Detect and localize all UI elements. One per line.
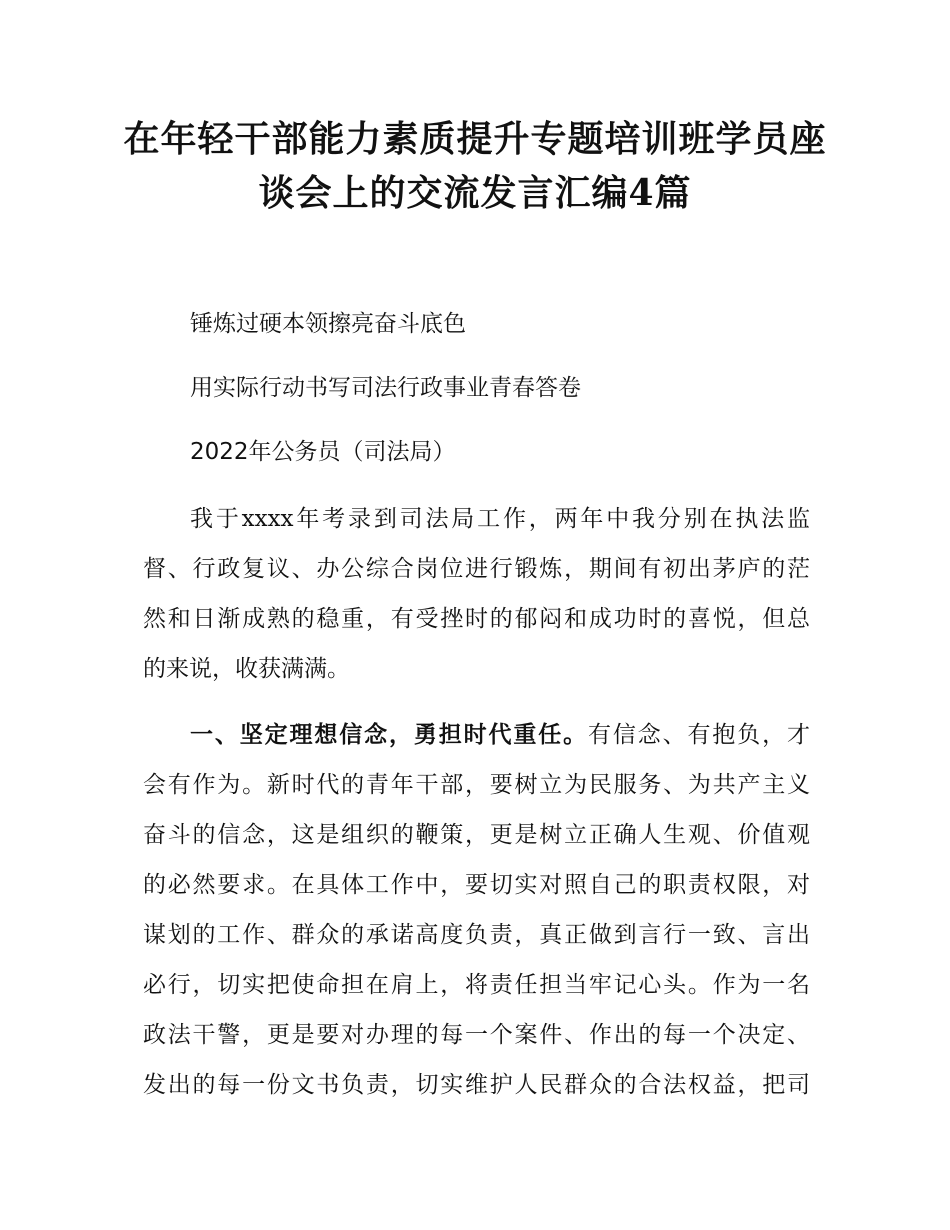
para2-line-8: 发出的每一份文书负责，切实维护人民群众的合法权益，把司 — [143, 1072, 810, 1098]
para1-line-2: 督、行政复议、办公综合岗位进行锻炼，期间有初出茅庐的茫 — [143, 556, 810, 582]
para1-line-4: 的来说，收获满满。 — [143, 656, 350, 682]
para2-line-1-rest: 有信念、有抱负，才 — [588, 722, 810, 748]
para2-line-6: 必行，切实把使命担在肩上，将责任担当牢记心头。作为一名 — [143, 972, 810, 998]
title-line-2: 谈会上的交流发言汇编4篇 — [258, 172, 692, 214]
author-line: 2022年公务员（司法局） — [190, 439, 456, 465]
section-heading: 一、坚定理想信念，勇担时代重任。 — [190, 722, 588, 748]
para2-line-4: 的必然要求。在具体工作中，要切实对照自己的职责权限，对 — [143, 872, 810, 898]
para2-line-3: 奋斗的信念，这是组织的鞭策，更是树立正确人生观、价值观 — [143, 822, 810, 848]
para2-line-2: 会有作为。新时代的青年干部，要树立为民服务、为共产主义 — [143, 772, 810, 798]
subtitle-1: 锤炼过硬本领擦亮奋斗底色 — [190, 311, 466, 337]
para1-line-1: 我于xxxx年考录到司法局工作，两年中我分别在执法监 — [190, 506, 810, 532]
para2-line-5: 谋划的工作、群众的承诺高度负责，真正做到言行一致、言出 — [143, 922, 810, 948]
para1-line-3: 然和日渐成熟的稳重，有受挫时的郁闷和成功时的喜悦，但总 — [143, 606, 810, 632]
para2-line-7: 政法干警，更是要对办理的每一个案件、作出的每一个决定、 — [143, 1022, 810, 1048]
para2-line-1 — [190, 720, 810, 750]
document-title — [120, 112, 830, 220]
title-line-1: 在年轻干部能力素质提升专题培训班学员座 — [123, 118, 827, 160]
subtitle-2: 用实际行动书写司法行政事业青春答卷 — [190, 375, 581, 401]
